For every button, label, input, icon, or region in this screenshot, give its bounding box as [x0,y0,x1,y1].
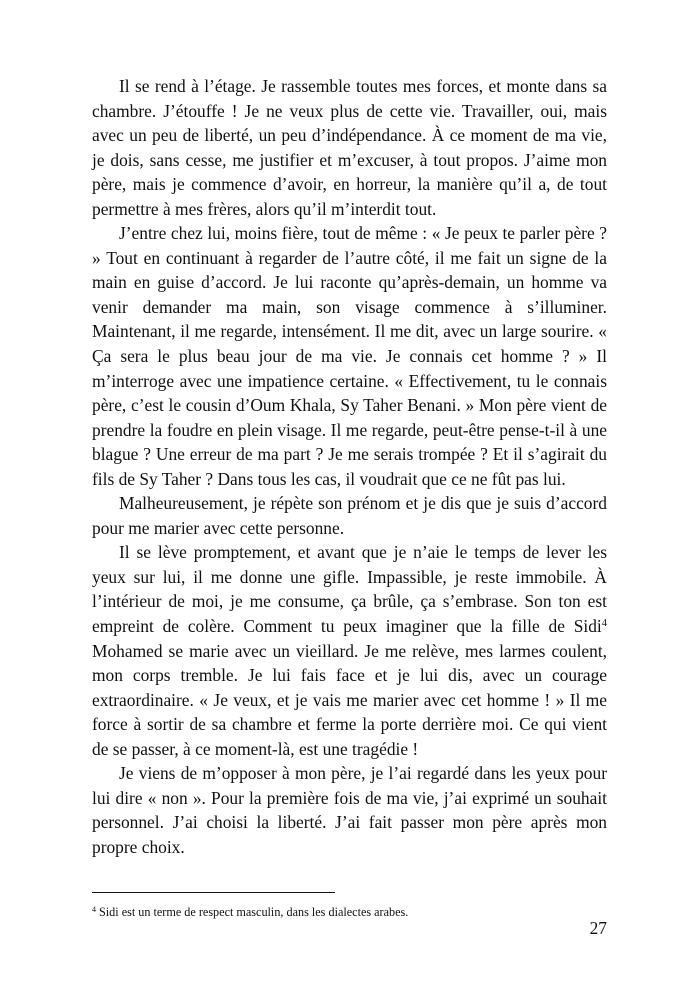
paragraph-4 [92,540,607,761]
paragraph-4-start: Il se lève promptement, et avant que je n’aie le temps de lever les yeux sur lui, il me donne une gifle. Impassible, je reste immobile. À l’intérieur de moi, je me consume, ça brûle, ça s’embrase. Son ton est empreint de colère. Comment tu peux imaginer que la fille de Sidi [92,542,607,637]
footnote-divider [92,892,335,893]
footnote-reference: 4 [601,618,607,630]
page-number: 27 [589,918,607,938]
paragraph-5: Je viens de m’opposer à mon père, je l’ai regardé dans les yeux pour lui dire « non ». Pour la première fois de ma vie, j’ai exprimé un souhait personnel. J’ai choisi la liberté. J’ai fait passer mon père après mon propre choix. [92,763,607,857]
paragraph-3: Malheureusement, je répète son prénom et je dis que je suis d’accord pour me marier avec cette personne. [92,493,607,538]
paragraph-2: J’entre chez lui, moins fière, tout de même : « Je peux te parler père ? » Tout en continuant à regarder de l’autre côté, il me fait un signe de la main en guise d’accord. Je lui raconte qu’après-demain, un homme va venir demander ma main, son visage commence à s’illuminer. Maintenant, il me regarde, intensément. Il me dit, avec un large sourire. « Ça sera le plus beau jour de ma vie. Je connais cet homme ? » Il m’interroge avec une impatience certaine. « Effectivement, tu le connais père, c’est le cousin d’Oum Khala, Sy Taher Benani. » Mon père vient de prendre la foudre en plein visage. Il me regarde, peut-être pense-t-il à une blague ? Une erreur de ma part ? Je me serais trompée ? Et il s’agirait du fils de Sy Taher ? Dans tous les cas, il voudrait que ce ne fût pas lui. [92,223,607,489]
paragraph-1: Il se rend à l’étage. Je rassemble toutes mes forces, et monte dans sa chambre. J’étouffe ! Je ne veux plus de cette vie. Travailler, oui, mais avec un peu de liberté, un peu d’indépendance. À ce moment de ma vie, je dois, sans cesse, me justifier et m’excuser, à tout propos. J’aime mon père, mais je commence d’avoir, en horreur, la manière qu’il a, de tout permettre à mes frères, alors qu’il m’interdit tout. [92,76,607,219]
footnote-text: Sidi est un terme de respect masculin, dans les dialectes arabes. [99,905,409,919]
body-text [92,74,607,860]
paragraph-4-end: Mohamed se marie avec un vieillard. Je me relève, mes larmes coulent, mon corps tremble. Je lui fais face et je lui dis, avec un courage extraordinaire. « Je veux, et je vais me marier avec cet homme ! » Il me force à sortir de sa chambre et ferme la porte derrière moi. Ce qui vient de se passer, à ce moment-là, est une tragédie ! [92,640,607,759]
footnote-number: 4 [92,905,96,914]
footnote [92,904,607,920]
